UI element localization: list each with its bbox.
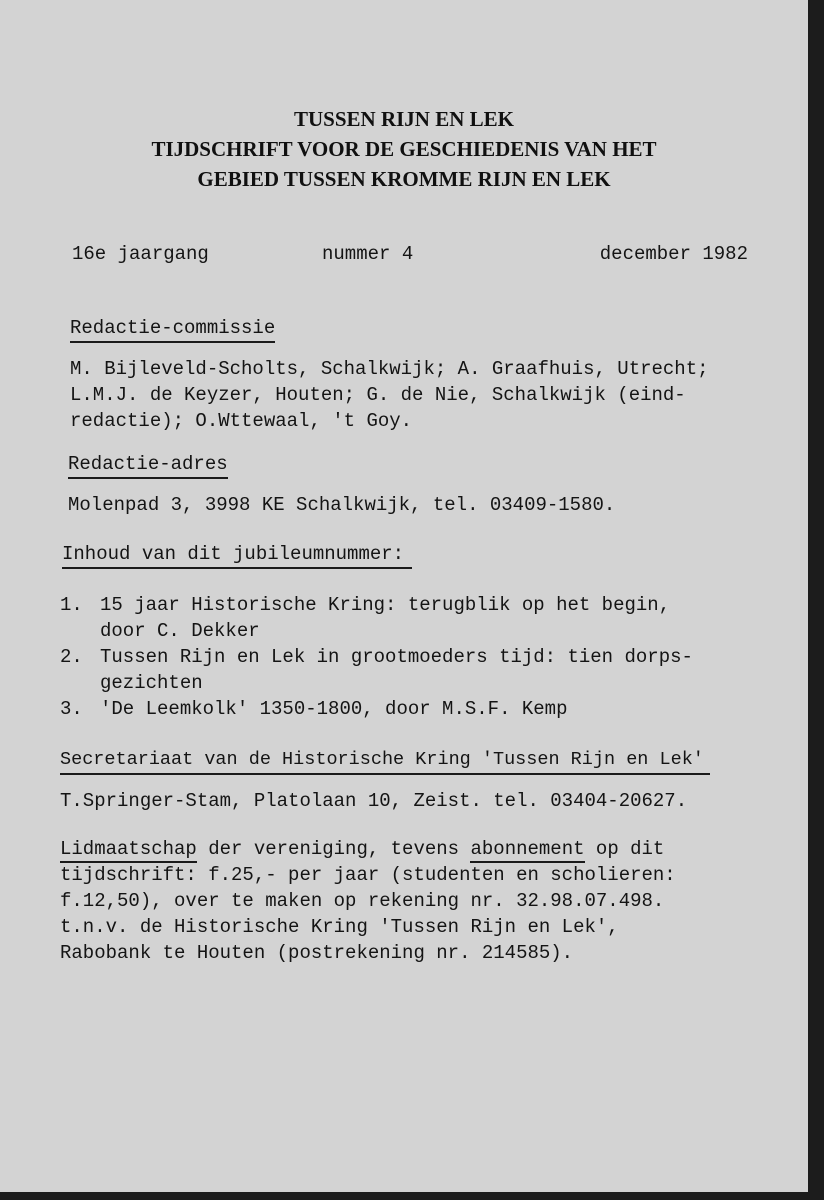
item-text: gezichten — [100, 672, 203, 694]
masthead-subtitle-2: GEBIED TUSSEN KROMME RIJN EN LEK — [197, 167, 611, 191]
list-item — [60, 696, 693, 722]
item-text: 15 jaar Historische Kring: terugblik op het begin, — [100, 594, 671, 616]
item-number: 1. — [60, 594, 83, 616]
editorial-address-heading: Redactie-adres — [68, 452, 228, 479]
list-item — [60, 644, 693, 696]
item-text: 'De Leemkolk' 1350-1800, door M.S.F. Kemp — [100, 698, 568, 720]
contents-heading: Inhoud van dit jubileumnummer: — [62, 542, 412, 569]
membership-line: t.n.v. de Historische Kring 'Tussen Rijn en Lek', — [60, 916, 619, 938]
masthead-title: TUSSEN RIJN EN LEK — [294, 107, 514, 131]
secretariat-heading: Secretariaat van de Historische Kring 'Tussen Rijn en Lek' — [60, 748, 710, 775]
item-text: Tussen Rijn en Lek in grootmoeders tijd: tien dorps- — [100, 646, 693, 668]
editorial-address-line: Molenpad 3, 3998 KE Schalkwijk, tel. 03409-1580. — [68, 494, 616, 516]
editorial-board-line: L.M.J. de Keyzer, Houten; G. de Nie, Schalkwijk (eind- — [70, 384, 686, 406]
issue-date: december 1982 — [599, 243, 748, 265]
membership-text-part: op dit — [584, 838, 665, 860]
item-number: 2. — [60, 646, 83, 668]
editorial-board-line: redactie); O.Wttewaal, 't Goy. — [70, 410, 413, 432]
membership-first-line — [60, 836, 676, 862]
masthead-subtitle: TIJDSCHRIFT VOOR DE GESCHIEDENIS VAN HET — [151, 137, 657, 161]
masthead — [0, 104, 808, 194]
editorial-board-text — [70, 356, 709, 434]
item-text: door C. Dekker — [100, 620, 260, 642]
secretariat-line: T.Springer-Stam, Platolaan 10, Zeist. tel. 03404-20627. — [60, 790, 688, 812]
editorial-board-heading: Redactie-commissie — [70, 316, 275, 343]
editorial-board-line: M. Bijleveld-Scholts, Schalkwijk; A. Graafhuis, Utrecht; — [70, 358, 709, 380]
issue-info — [72, 243, 748, 269]
volume: 16e jaargang — [72, 243, 209, 265]
membership-text-part: der vereniging, tevens — [196, 838, 471, 860]
list-item — [60, 592, 693, 644]
membership-term: Lidmaatschap — [60, 838, 197, 863]
membership-line: f.12,50), over te maken op rekening nr. 32.98.07.498. — [60, 890, 665, 912]
issue-number: nummer 4 — [322, 243, 414, 265]
editorial-address-text — [68, 492, 615, 518]
item-number: 3. — [60, 698, 83, 720]
subscription-term: abonnement — [470, 838, 584, 863]
secretariat-text — [60, 788, 687, 814]
membership-text — [60, 836, 676, 966]
membership-line: Rabobank te Houten (postrekening nr. 214585). — [60, 942, 574, 964]
contents-list — [60, 592, 693, 722]
membership-line: tijdschrift: f.25,- per jaar (studenten en scholieren: — [60, 864, 676, 886]
